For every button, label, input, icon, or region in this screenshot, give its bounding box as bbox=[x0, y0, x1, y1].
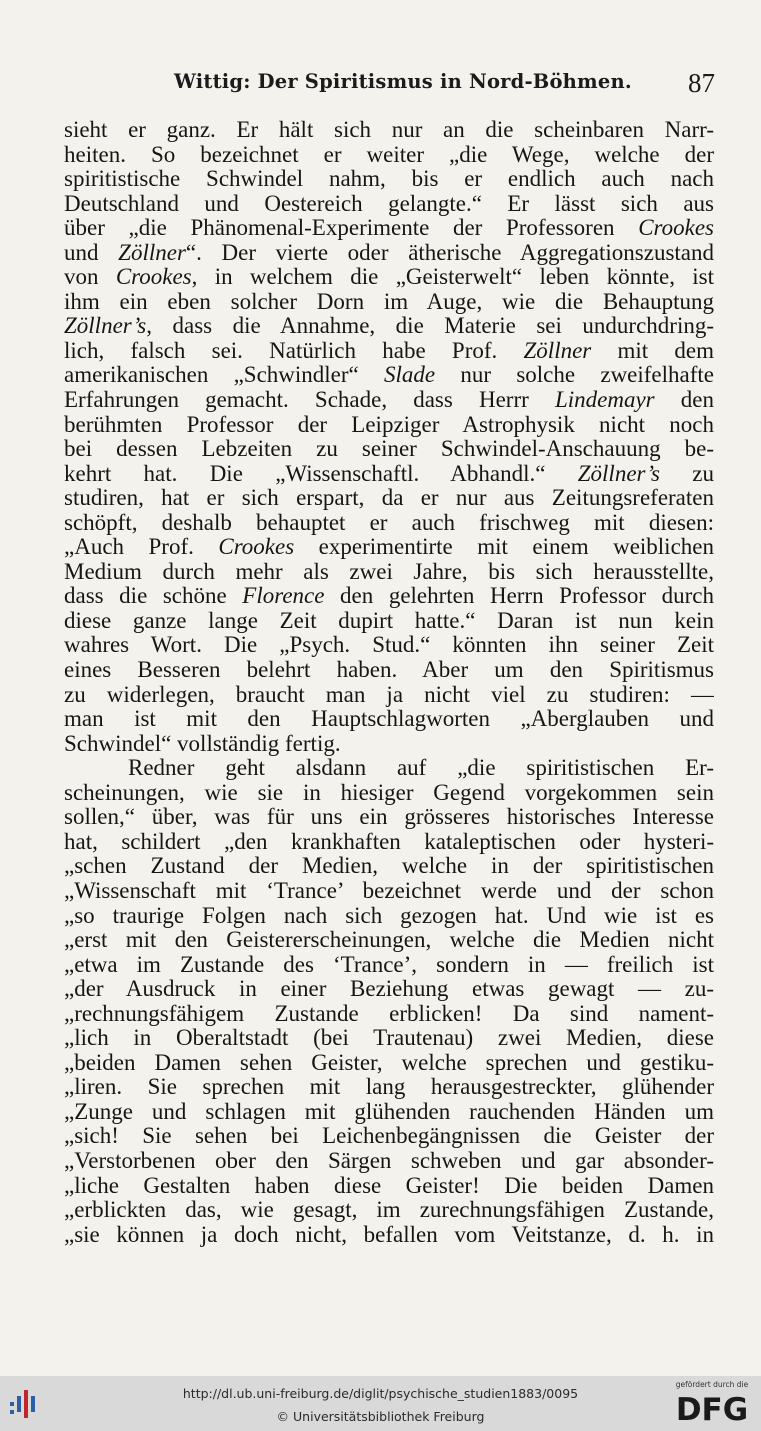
text-segment: ihm ein eben solcher Dorn im Auge, wie die Behauptung bbox=[64, 289, 714, 314]
text-line bbox=[64, 1124, 714, 1149]
text-line bbox=[64, 462, 714, 487]
text-segment: Redner geht alsdann auf „die spiritistischen Er- bbox=[128, 756, 714, 781]
text-line bbox=[64, 241, 714, 266]
text-segment: mit dem bbox=[591, 338, 714, 363]
italic-name: Lindemayr bbox=[554, 388, 655, 413]
italic-name: Zöllner bbox=[118, 240, 186, 265]
text-segment: Erfahrungen gemacht. Schade, dass Herrr bbox=[64, 388, 555, 413]
dfg-caption: gefördert durch die bbox=[675, 1380, 749, 1389]
text-line bbox=[64, 756, 714, 781]
text-line bbox=[64, 413, 714, 438]
viewer-footer bbox=[0, 1376, 761, 1431]
text-segment: dass die schöne bbox=[64, 584, 243, 609]
text-segment: „so traurige Folgen nach sich gezogen hat. Und wie ist es bbox=[64, 903, 714, 928]
text-segment: heiten. So bezeichnet er weiter „die Wege, welche der bbox=[64, 142, 714, 167]
text-segment: von bbox=[64, 265, 116, 290]
text-line bbox=[64, 486, 714, 511]
text-line bbox=[64, 216, 714, 241]
text-segment: Deutschland und Oestereich gelangte.“ Er lässt sich aus bbox=[64, 191, 714, 216]
italic-name: Crookes bbox=[115, 265, 192, 290]
text-segment: wahres Wort. Die „Psych. Stud.“ könnten ihn seiner Zeit bbox=[64, 633, 714, 658]
italic-name: Florence bbox=[242, 584, 325, 609]
dfg-logo-text: DFG bbox=[675, 1392, 749, 1425]
text-segment: sollen,“ über, was für uns ein grösseres historisches Interesse bbox=[64, 805, 714, 830]
italic-name: Crookes bbox=[218, 535, 295, 560]
text-line bbox=[64, 707, 714, 732]
text-segment: studiren, hat er sich erspart, da er nur aus Zeitungsreferaten bbox=[64, 486, 714, 511]
text-segment: „erst mit den Geistererscheinungen, welche die Medien nicht bbox=[64, 928, 714, 953]
text-segment: spiritistische Schwindel nahm, bis er endlich auch nach bbox=[64, 167, 714, 192]
text-segment: diese ganze lange Zeit dupirt hatte.“ Daran ist nun kein bbox=[64, 608, 714, 633]
text-segment: „Auch Prof. bbox=[64, 535, 219, 560]
text-line bbox=[64, 363, 714, 388]
page-number: 87 bbox=[688, 68, 715, 98]
text-line bbox=[64, 437, 714, 462]
text-segment: kehrt hat. Die „Wissenschaftl. Abhandl.“ bbox=[64, 461, 578, 486]
text-segment: lich, falsch sei. Natürlich habe Prof. bbox=[64, 338, 524, 363]
text-line bbox=[64, 143, 714, 168]
text-line bbox=[64, 1198, 714, 1223]
italic-name: Zöllner’s bbox=[577, 461, 660, 486]
text-segment: Schwindel“ vollständig fertig. bbox=[64, 731, 341, 756]
text-line bbox=[64, 535, 714, 560]
text-segment: Medium durch mehr als zwei Jahre, bis sich herausstellte, bbox=[64, 559, 714, 584]
text-line bbox=[64, 118, 714, 143]
text-line bbox=[64, 388, 714, 413]
permalink-url[interactable]: http://dl.ub.uni-freiburg.de/diglit/psychische_studien1883/0095 bbox=[182, 1386, 579, 1401]
text-line bbox=[64, 658, 714, 683]
text-line bbox=[64, 1051, 714, 1076]
text-line bbox=[64, 1075, 714, 1100]
text-line bbox=[64, 1026, 714, 1051]
text-segment: “. Der vierte oder ätherische Aggregationszustand bbox=[185, 240, 714, 265]
text-segment: „Wissenschaft mit ‘Trance’ bezeichnet werde und der schon bbox=[64, 878, 714, 903]
text-line bbox=[64, 977, 714, 1002]
text-segment: „erblickten das, wie gesagt, im zurechnungsfähigen Zustande, bbox=[64, 1198, 714, 1223]
text-segment: über „die Phänomenal-Experimente der Professoren bbox=[64, 216, 639, 241]
text-line bbox=[64, 904, 714, 929]
text-line bbox=[64, 879, 714, 904]
text-line bbox=[64, 1174, 714, 1199]
body-text bbox=[64, 118, 714, 1247]
text-line bbox=[64, 830, 714, 855]
text-segment: , in welchem die „Geisterwelt“ leben könnte, ist bbox=[191, 265, 714, 290]
text-line bbox=[64, 1100, 714, 1125]
text-line bbox=[64, 633, 714, 658]
dfg-sponsor bbox=[671, 1380, 753, 1428]
text-line bbox=[64, 953, 714, 978]
text-segment: „Zunge und schlagen mit glühenden rauchenden Händen um bbox=[64, 1099, 714, 1124]
text-segment: berühmten Professor der Leipziger Astrophysik nicht noch bbox=[64, 412, 714, 437]
text-line bbox=[64, 339, 714, 364]
text-line bbox=[64, 609, 714, 634]
text-line bbox=[64, 265, 714, 290]
text-segment: schöpft, deshalb behauptet er auch frischweg mit diesen: bbox=[64, 510, 714, 535]
text-segment: nur solche zweifelhafte bbox=[435, 363, 714, 388]
text-segment: amerikanischen „Schwindler“ bbox=[64, 363, 385, 388]
text-segment: man ist mit den Hauptschlagworten „Aberglauben und bbox=[64, 707, 714, 732]
text-segment: den gelehrten Herrn Professor durch bbox=[324, 584, 714, 609]
text-line bbox=[64, 928, 714, 953]
text-segment: hat, schildert „den krankhaften kataleptischen oder hysteri- bbox=[64, 829, 714, 854]
text-line bbox=[64, 511, 714, 536]
text-line bbox=[64, 290, 714, 315]
running-head bbox=[64, 66, 715, 100]
text-line bbox=[64, 683, 714, 708]
text-segment: bei dessen Lebzeiten zu seiner Schwindel-Anschauung be- bbox=[64, 437, 714, 462]
italic-name: Slade bbox=[384, 363, 436, 388]
text-segment: zu bbox=[659, 461, 714, 486]
text-line bbox=[64, 560, 714, 585]
text-line bbox=[64, 781, 714, 806]
text-segment: experimentirte mit einem weiblichen bbox=[294, 535, 714, 560]
text-segment: „Verstorbenen ober den Särgen schweben und gar absonder- bbox=[64, 1148, 714, 1173]
text-segment: und bbox=[64, 240, 119, 265]
dfg-logo-icon bbox=[673, 1391, 751, 1425]
italic-name: Zöllner’s bbox=[64, 314, 147, 339]
text-segment: eines Besseren belehrt haben. Aber um den Spiritismus bbox=[64, 658, 714, 683]
italic-name: Zöllner bbox=[523, 338, 592, 363]
text-line bbox=[64, 854, 714, 879]
text-segment: „der Ausdruck in einer Beziehung etwas gewagt — zu- bbox=[64, 977, 714, 1002]
text-line bbox=[64, 584, 714, 609]
text-line bbox=[64, 167, 714, 192]
text-segment: den bbox=[654, 388, 714, 413]
text-segment: scheinungen, wie sie in hiesiger Gegend vorgekommen sein bbox=[64, 780, 714, 805]
text-line bbox=[64, 1149, 714, 1174]
text-line bbox=[64, 805, 714, 830]
text-line bbox=[64, 732, 714, 757]
text-segment: „beiden Damen sehen Geister, welche sprechen und gestiku- bbox=[64, 1050, 714, 1075]
text-segment: zu widerlegen, braucht man ja nicht viel zu studiren: — bbox=[64, 682, 714, 707]
text-line bbox=[64, 314, 714, 339]
italic-name: Crookes bbox=[638, 216, 714, 241]
text-segment: „rechnungsfähigem Zustande erblicken! Da sind nament- bbox=[64, 1001, 714, 1026]
text-segment: sieht er ganz. Er hält sich nur an die scheinbaren Narr- bbox=[64, 118, 714, 142]
copyright-notice: © Universitätsbibliothek Freiburg bbox=[276, 1409, 485, 1424]
text-segment: „liche Gestalten haben diese Geister! Die beiden Damen bbox=[64, 1173, 714, 1198]
text-segment: „liren. Sie sprechen mit lang herausgestreckter, glühender bbox=[64, 1075, 714, 1100]
text-segment: „lich in Oberaltstadt (bei Trautenau) zwei Medien, diese bbox=[64, 1026, 714, 1051]
running-title: Wittig: Der Spiritismus in Nord-Böhmen. bbox=[174, 70, 632, 93]
text-line bbox=[64, 1002, 714, 1027]
text-segment: „schen Zustand der Medien, welche in der spiritistischen bbox=[64, 854, 714, 879]
text-line bbox=[64, 192, 714, 217]
text-line bbox=[64, 1223, 714, 1248]
text-segment: „sich! Sie sehen bei Leichenbegängnissen die Geister der bbox=[64, 1124, 714, 1149]
text-segment: , dass die Annahme, die Materie sei undurchdring- bbox=[146, 314, 714, 339]
text-segment: „sie können ja doch nicht, befallen vom Veitstanze, d. h. in bbox=[64, 1222, 714, 1247]
text-segment: „etwa im Zustande des ‘Trance’, sondern in — freilich ist bbox=[64, 952, 714, 977]
